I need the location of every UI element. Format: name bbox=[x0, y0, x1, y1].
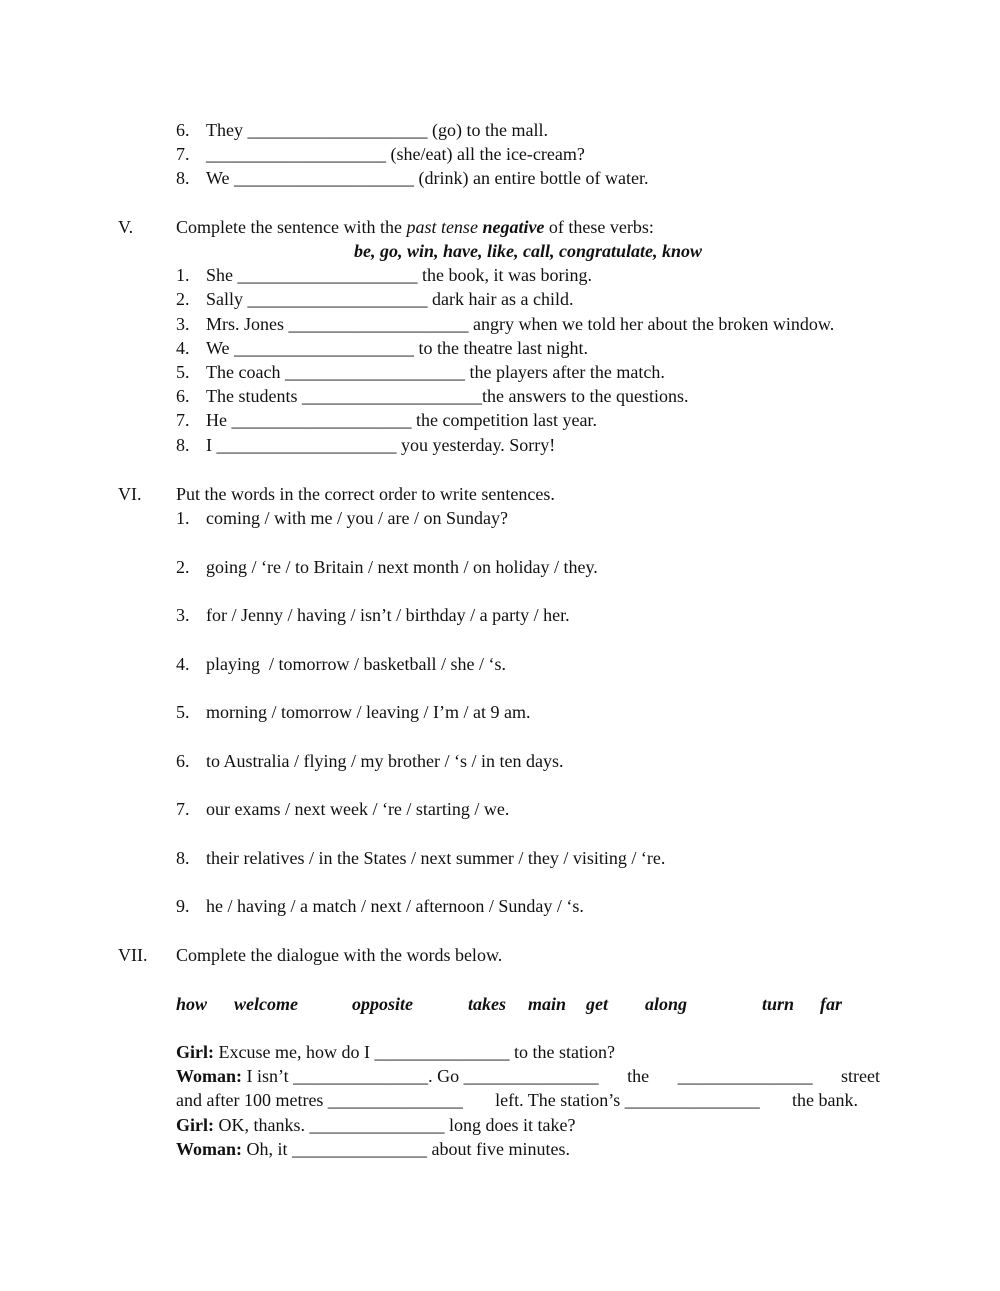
list-number: 6. bbox=[176, 386, 190, 406]
list-number: 3. bbox=[176, 314, 190, 334]
word-bank-item: along bbox=[645, 994, 688, 1014]
dialogue-text: left. The station’s _______________ bbox=[495, 1090, 760, 1110]
list-number: 1. bbox=[176, 265, 190, 285]
speaker-label: Woman: bbox=[176, 1139, 243, 1159]
dialogue-text: _______________ bbox=[677, 1066, 813, 1086]
exercise-item: We ____________________ to the theatre last night. bbox=[206, 338, 588, 358]
word-bank-item: opposite bbox=[352, 994, 413, 1014]
list-number: 2. bbox=[176, 557, 190, 577]
list-number: 7. bbox=[176, 799, 190, 819]
list-number: 5. bbox=[176, 362, 190, 382]
exercise-item: I ____________________ you yesterday. Sorry! bbox=[206, 435, 556, 455]
dialogue-text: and after 100 metres _______________ bbox=[176, 1090, 463, 1110]
list-number: 7. bbox=[176, 144, 190, 164]
list-number: 6. bbox=[176, 751, 190, 771]
word-bank-item: takes bbox=[468, 994, 506, 1014]
list-number: 8. bbox=[176, 848, 190, 868]
exercise-item: Mrs. Jones ____________________ angry when we told her about the broken window. bbox=[206, 314, 835, 334]
speaker-label: Woman: bbox=[176, 1066, 243, 1086]
word-bank-item: turn bbox=[762, 994, 795, 1014]
exercise-item: going / ‘re / to Britain / next month / on holiday / they. bbox=[206, 557, 598, 577]
dialogue-line bbox=[176, 1040, 615, 1064]
word-bank-item: main bbox=[528, 994, 567, 1014]
exercise-item: playing / tomorrow / basketball / she / ‘s. bbox=[206, 654, 506, 674]
word-bank-item: welcome bbox=[234, 994, 298, 1014]
exercise-item: Sally ____________________ dark hair as a child. bbox=[206, 289, 574, 309]
dialogue-text: Excuse me, how do I _______________ to the station? bbox=[214, 1042, 615, 1062]
section-numeral: VII. bbox=[118, 945, 148, 965]
list-number: 1. bbox=[176, 508, 190, 528]
exercise-item: he / having / a match / next / afternoon / Sunday / ‘s. bbox=[206, 896, 584, 916]
word-bank-item: far bbox=[820, 994, 842, 1014]
verb-list: be, go, win, have, like, call, congratulate, know bbox=[353, 241, 702, 261]
speaker-label: Girl: bbox=[176, 1115, 214, 1135]
dialogue-text: the bank. bbox=[792, 1090, 858, 1110]
instruction-text: of these verbs: bbox=[544, 217, 654, 237]
exercise-item: The coach ____________________ the players after the match. bbox=[206, 362, 665, 382]
dialogue-text: Oh, it _______________ about five minutes. bbox=[242, 1139, 570, 1159]
dialogue-line bbox=[176, 1064, 880, 1088]
exercise-item: She ____________________ the book, it was boring. bbox=[206, 265, 592, 285]
exercise-item: to Australia / flying / my brother / ‘s / in ten days. bbox=[206, 751, 564, 771]
list-number: 4. bbox=[176, 654, 190, 674]
list-number: 5. bbox=[176, 702, 190, 722]
exercise-item: our exams / next week / ‘re / starting / we. bbox=[206, 799, 510, 819]
list-number: 3. bbox=[176, 605, 190, 625]
list-number: 7. bbox=[176, 410, 190, 430]
dialogue-line bbox=[176, 1088, 858, 1112]
instruction-emphasis: past tense bbox=[406, 217, 478, 237]
section-numeral: VI. bbox=[118, 484, 142, 504]
exercise-item: The students ____________________the answers to the questions. bbox=[206, 386, 689, 406]
section-numeral: V. bbox=[118, 217, 134, 237]
speaker-label: Girl: bbox=[176, 1042, 214, 1062]
exercise-item: morning / tomorrow / leaving / I’m / at 9 am. bbox=[206, 702, 531, 722]
exercise-item: He ____________________ the competition last year. bbox=[206, 410, 597, 430]
dialogue-line bbox=[176, 1137, 570, 1161]
list-number: 2. bbox=[176, 289, 190, 309]
list-number: 4. bbox=[176, 338, 190, 358]
list-number: 6. bbox=[176, 120, 190, 140]
dialogue-line bbox=[176, 1113, 575, 1137]
instruction-text: Complete the sentence with the bbox=[176, 217, 407, 237]
instruction-emphasis: negative bbox=[482, 217, 545, 237]
exercise-item: We ____________________ (drink) an entire bottle of water. bbox=[206, 168, 649, 188]
exercise-item: for / Jenny / having / isn’t / birthday / a party / her. bbox=[206, 605, 570, 625]
section-instruction: Put the words in the correct order to write sentences. bbox=[176, 484, 555, 504]
dialogue-text: street bbox=[841, 1066, 880, 1086]
word-bank-item: get bbox=[586, 994, 608, 1014]
list-number: 9. bbox=[176, 896, 190, 916]
dialogue-text-group bbox=[176, 1064, 599, 1088]
list-number: 8. bbox=[176, 168, 190, 188]
dialogue-text: OK, thanks. _______________ long does it take? bbox=[214, 1115, 576, 1135]
exercise-item: ____________________ (she/eat) all the ice-cream? bbox=[206, 144, 585, 164]
dialogue-text: I isn’t _______________. Go _______________ bbox=[246, 1066, 599, 1086]
exercise-item: their relatives / in the States / next summer / they / visiting / ‘re. bbox=[206, 848, 666, 868]
section-instruction bbox=[176, 215, 654, 239]
exercise-item: They ____________________ (go) to the mall. bbox=[206, 120, 548, 140]
word-bank-item: how bbox=[176, 994, 208, 1014]
section-instruction: Complete the dialogue with the words below. bbox=[176, 945, 503, 965]
list-number: 8. bbox=[176, 435, 190, 455]
dialogue-text: the bbox=[627, 1066, 650, 1086]
exercise-item: coming / with me / you / are / on Sunday? bbox=[206, 508, 508, 528]
